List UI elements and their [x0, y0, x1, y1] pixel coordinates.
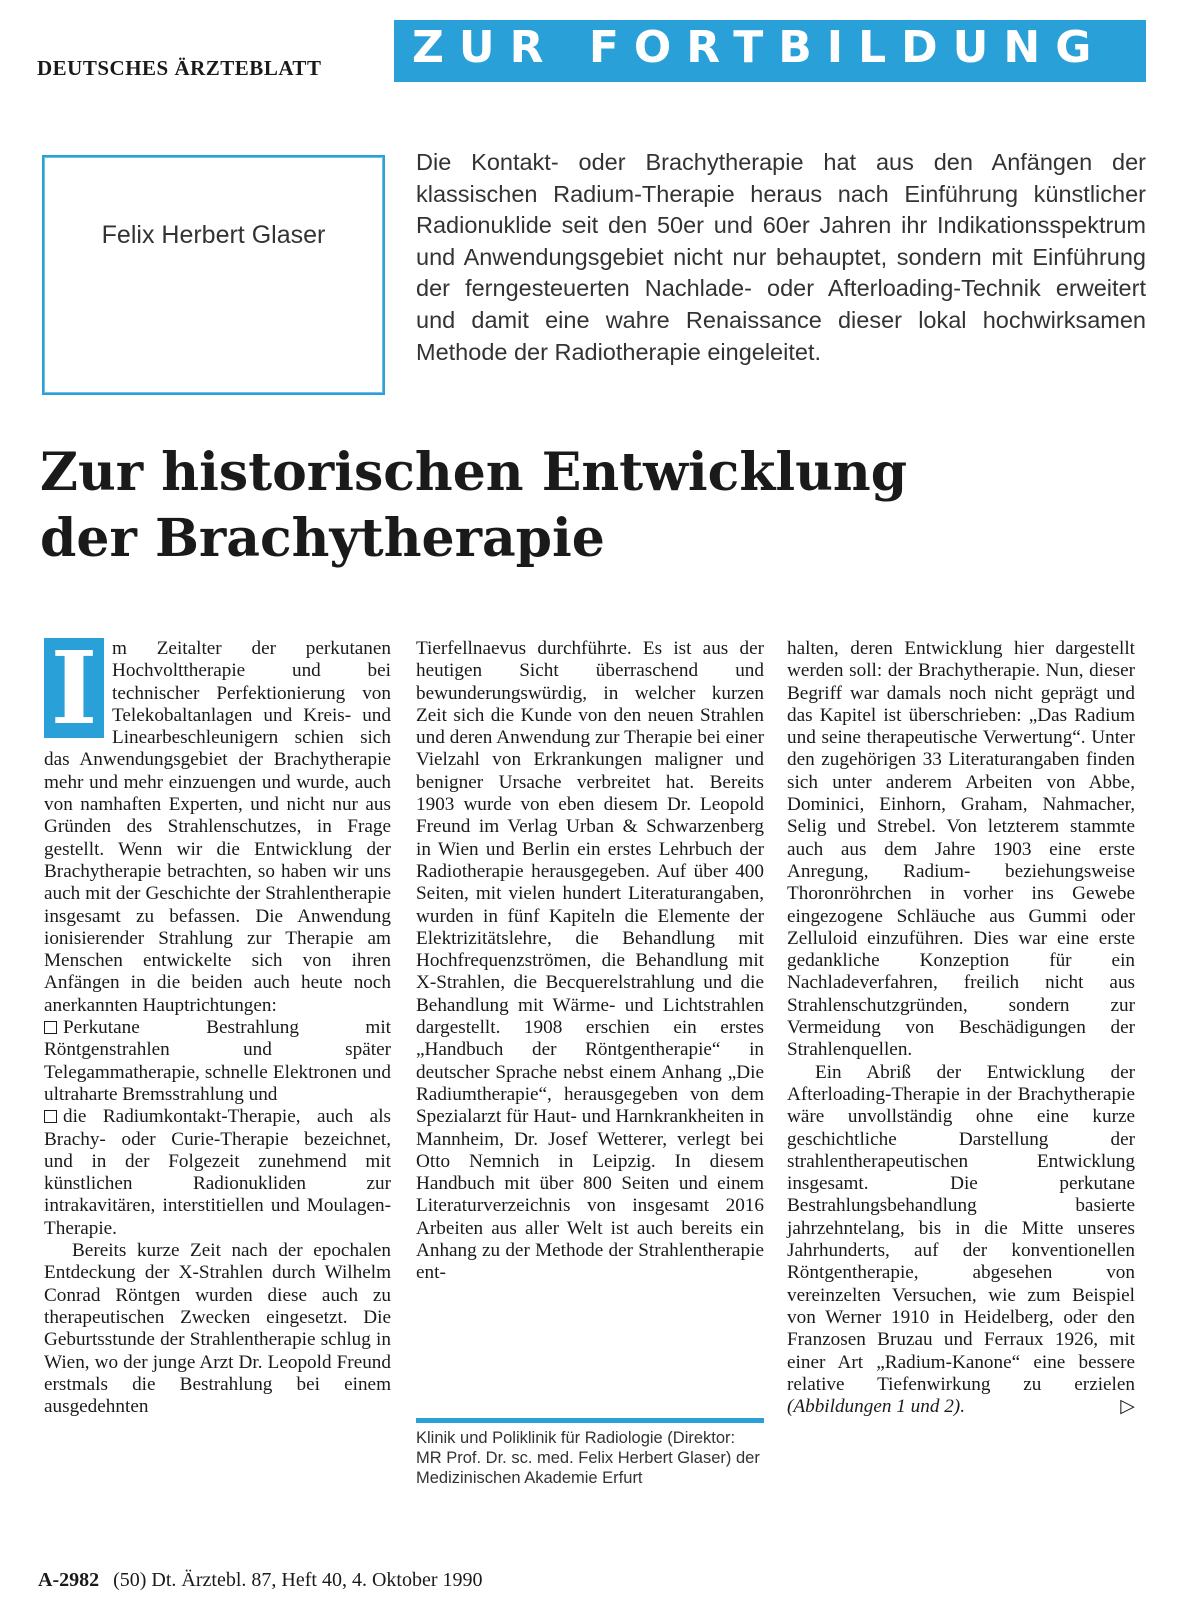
- checkbox-bullet-icon: [44, 1021, 57, 1034]
- drop-cap: [44, 629, 104, 747]
- section-banner: [394, 20, 1146, 82]
- body-column-3: [787, 638, 1135, 1418]
- body-paragraph: Tierfellnaevus durchführte. Es ist aus der heutigen Sicht überraschend und bewunderungswürdig, in welcher kurzen Zeit sich die Kunde von den neuen Strahlen und deren Anwendung zur Therapie bei einer Vielzahl von Erkrankungen maligner und benigner Ursache verbreitet hat. Bereits 1903 wurde von eben diesem Dr. Leopold Freund im Verlag Urban & Schwarzenberg in Wien und Berlin ein erstes Lehrbuch der Radiotherapie herausgegeben. Auf über 400 Seiten, mit vielen hundert Literaturangaben, wurden in fünf Kapiteln die Elemente der Elektrizitätslehre, die Behandlung mit Hochfrequenzströmen, die Behandlung mit X-Strahlen, die Becquerelstrahlung und die Behandlung mit Wärme- und Lichtstrahlen dargestellt. 1908 erschien ein erstes „Handbuch der Röntgentherapie“ in deutscher Sprache nebst einem Anhang „Die Radiumtherapie“, herausgegeben von dem Spezialarzt für Haut- und Harnkrankheiten in Mannheim, Dr. Josef Wetterer, verlegt bei Otto Nemnich in Leipzig. In diesem Handbuch mit über 800 Seiten und einem Literaturverzeichnis von insgesamt 2016 Arbeiten aus aller Welt ist auch bereits ein Anhang zu der Methode der Strahlentherapie ent-: [416, 638, 764, 1284]
- continue-arrow-icon: ▷: [1120, 1396, 1135, 1418]
- body-paragraph-text: Ein Abriß der Entwicklung der Afterloading-Therapie in der Brachytherapie wäre unvollständig ohne eine kurze geschichtliche Darstellung der strahlentherapeutischen Entwicklung insgesamt. Die perkutane Bestrahlungsbehandlung basierte jahrzehntelang, bis in die Mitte unseres Jahrhunderts, auf der konventionellen Röntgentherapie, abgesehen von vereinzelten Versuchen, wie zum Beispiel von Werner 1910 in Heidelberg, oder den Franzosen Bruzau und Ferraux 1926, mit einer Art „Radium-Kanone“ eine bessere relative Tiefenwirkung zu erzielen: [787, 1061, 1135, 1395]
- section-banner-label: ZUR FORTBILDUNG: [412, 22, 1107, 73]
- list-item: [44, 1017, 391, 1106]
- article-title-line-2: der Brachytherapie: [40, 508, 605, 569]
- list-item-text: Perkutane Bestrahlung mit Röntgenstrahlen und später Telegammatherapie, schnelle Elektronen und ultraharte Bremsstrahlung und: [44, 1017, 391, 1105]
- body-column-2: [416, 638, 764, 1285]
- lead-paragraph: Die Kontakt- oder Brachytherapie hat aus den Anfängen der klassischen Radium-Therapie heraus nach Einführung künstlicher Radionuklide seit den 50er und 60er Jahren ihr Indikationsspektrum und Anwendungsgebiet nicht nur behauptet, sondern mit Einführung der ferngesteuerten Nachlade- oder Afterloading-Technik erweitert und damit eine wahre Renaissance dieser lokal hochwirksamen Methode der Radiotherapie eingeleitet.: [416, 149, 1146, 365]
- author-name: Felix Herbert Glaser: [101, 221, 326, 249]
- body-paragraph: [787, 1062, 1135, 1419]
- list-item-text: die Radiumkontakt-Therapie, auch als Brachy- oder Curie-Therapie bezeichnet, und in der Folgezeit zunehmend mit künstlichen Radionukliden zur intrakavitären, interstitiellen und Moulagen-Therapie.: [44, 1106, 391, 1239]
- body-paragraph: halten, deren Entwicklung hier dargestellt werden soll: der Brachytherapie. Nun, dieser Begriff war damals noch nicht geprägt und das Kapitel ist überschrieben: „Das Radium und seine therapeutische Verwertung“. Unter den zugehörigen 33 Literaturangaben finden sich unter anderem Arbeiten von Abbe, Dominici, Einhorn, Graham, Nahmacher, Selig und Strebel. Von letzterem stammte auch aus dem Jahre 1903 eine erste Anregung, Radium- beziehungsweise Thoronröhrchen in vorher ins Gewebe eingezogene Schläuche aus Gummi oder Zelluloid einzuführen. Dies war eine erste gedankliche Konzeption für ein Nachladeverfahren, freilich nicht aus Strahlenschutzgründen, sondern zur Vermeidung von Beschädigungen der Strahlenquellen.: [787, 638, 1135, 1061]
- body-paragraph: m Zeitalter der perkutanen Hochvolttherapie und bei technischer Perfektionierung von Telekobaltanlagen und Kreis- und Linearbeschleunigern schien sich das Anwendungsgebiet der Brachytherapie mehr und mehr einzuengen und wurde, auch von namhaften Experten, und nicht nur aus Gründen des Strahlenschutzes, in Frage gestellt. Wenn wir die Entwicklung der Brachytherapie betrachten, so haben wir uns auch mit der Geschichte der Strahlentherapie insgesamt zu befassen. Die Anwendung ionisierender Strahlung zur Therapie am Menschen entwickelte sich von ihren Anfängen in die beiden auch heute noch anerkannten Hauptrichtungen:: [44, 638, 391, 1016]
- figure-reference: (Abbildungen 1 und 2).: [787, 1396, 965, 1418]
- body-paragraph: Bereits kurze Zeit nach der epochalen Entdeckung der X-Strahlen durch Wilhelm Conrad Röntgen wurden diese auch zu therapeutischen Zwecken eingesetzt. Die Geburtsstunde der Strahlentherapie schlug in Wien, wo der junge Arzt Dr. Leopold Freund erstmals die Bestrahlung bei einem ausgedehnten: [44, 1240, 391, 1418]
- page-footer: [38, 1569, 482, 1592]
- publication-name: DEUTSCHES ÄRZTEBLATT: [37, 56, 322, 80]
- page-number: A-2982: [38, 1569, 100, 1591]
- checkbox-bullet-icon: [44, 1110, 57, 1123]
- author-box: [42, 155, 385, 395]
- article-title: [40, 440, 907, 572]
- author-affiliation: Klinik und Poliklinik für Radiologie (Direktor: MR Prof. Dr. sc. med. Felix Herbert Glaser) der Medizinischen Akademie Erfurt: [416, 1429, 760, 1487]
- journal-citation: (50) Dt. Ärztebl. 87, Heft 40, 4. Oktober 1990: [113, 1569, 483, 1591]
- affiliation-rule: [416, 1418, 764, 1423]
- list-item: [44, 1106, 391, 1240]
- drop-cap-letter: I: [50, 629, 98, 747]
- article-title-line-1: Zur historischen Entwicklung: [40, 442, 908, 503]
- body-column-1: [44, 629, 391, 1418]
